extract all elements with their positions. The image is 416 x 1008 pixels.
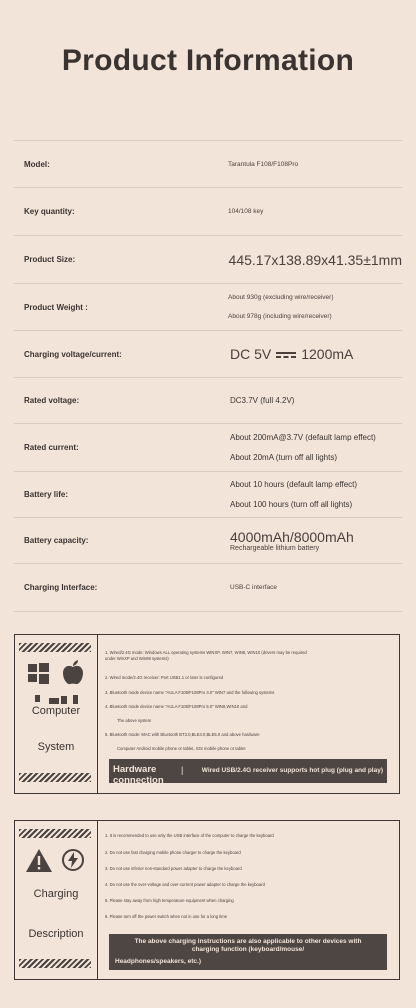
dc-symbol-icon (276, 346, 296, 362)
decorative-stripe (19, 643, 91, 652)
key-quantity-label: Key quantity: (24, 207, 75, 216)
list-item: The above system (117, 718, 152, 723)
spec-row-rated-current (14, 423, 402, 471)
list-item: 3. Bluetooth mode device name "AULA F108/F108Pro 3.0" WIN7 and the following systems (105, 690, 275, 695)
rated-current-value-1: About 200mA@3.7V (default lamp effect) (230, 433, 376, 442)
page-title: Product Information (61, 44, 355, 77)
spec-row-key-quantity (14, 187, 402, 235)
charging-note-banner (109, 934, 387, 970)
hardware-connection-banner (109, 759, 387, 786)
model-label: Model: (24, 159, 50, 169)
charging-vc-label: Charging voltage/current: (24, 349, 122, 359)
banner-text-line-3: Headphones/speakers, etc.) (115, 958, 201, 965)
product-weight-label: Product Weight : (24, 302, 88, 312)
product-size-label: Product Size: (24, 255, 76, 264)
banner-text-line-2: charging function (keyboard/mouse/ (191, 946, 305, 953)
spec-row-charging-interface (14, 563, 402, 612)
list-item: under WinXP and Win98 systems) (105, 656, 169, 661)
list-item: 2. Do not use fast charging mobile phone charger to charge the keyboard (105, 850, 241, 855)
spec-row-rated-voltage (14, 377, 402, 423)
rated-current-label: Rated current: (24, 443, 79, 452)
decorative-stripe (19, 829, 91, 838)
computer-label: Computer (31, 705, 81, 717)
charging-voltage-value: DC 5V (230, 346, 272, 362)
spec-row-model (14, 140, 402, 187)
list-item: 5. Please stay away from high temperature equipment when charging (105, 898, 234, 903)
banner-left-line-1: Hardware (113, 764, 157, 775)
description-label: Description (28, 928, 84, 940)
apple-icon (62, 660, 84, 690)
banner-text-line-1: The above charging instructions are also applicable to other devices with (134, 938, 362, 945)
computer-system-panel (14, 634, 400, 794)
charging-description-panel (14, 820, 400, 980)
key-quantity-value: 104/108 key (228, 208, 264, 215)
charging-interface-label: Charging Interface: (24, 583, 98, 592)
spec-table (14, 140, 402, 612)
battery-life-value-2: About 100 hours (turn off all lights) (230, 500, 353, 509)
banner-left-line-2: connection (113, 775, 164, 786)
lightning-icon (62, 849, 84, 876)
list-item: 3. Do not use inferior non-standard power adapter to charge the keyboard (105, 866, 242, 871)
decorative-stripe (19, 959, 91, 968)
battery-capacity-label: Battery capacity: (24, 536, 89, 545)
list-item: 1. It is recommended to use only the USB interface of the computer to charge the keyboard (105, 833, 274, 838)
rated-voltage-label: Rated voltage: (24, 396, 80, 405)
charging-label: Charging (33, 888, 79, 900)
battery-capacity-value-2: Rechargeable lithium battery (230, 544, 320, 552)
list-item: 6. Please turn off the power switch when not in use for a long time (105, 914, 228, 919)
spec-row-product-size (14, 235, 402, 283)
spec-row-charging-vc (14, 330, 402, 377)
product-weight-value-1: About 930g (excluding wire/receiver) (228, 294, 334, 301)
charging-current-value: 1200mA (301, 346, 354, 362)
list-item: 5. Bluetooth mode: MAC with Bluetooth BT3.0,BLE4.0,BLE5.0 and above hardware (105, 732, 260, 737)
spec-row-battery-life (14, 471, 402, 517)
charging-interface-value: USB-C interface (230, 584, 277, 591)
rated-voltage-value: DC3.7V (full 4.2V) (230, 396, 295, 405)
list-item: 4. Bluetooth mode device name "AULA F108/F108Pro 5.0" WIN8,WIN10 and (105, 704, 248, 709)
banner-separator: | (181, 765, 184, 775)
rated-current-value-2: About 20mA (turn off all lights) (230, 453, 338, 462)
banner-right-text: Wired USB/2.4G receiver supports hot plug (plug and play) (201, 767, 383, 774)
list-item: 4. Do not use the over-voltage and over-current power adapter to charge the keyboard (105, 882, 265, 887)
product-weight-value-2: About 978g (including wire/receiver) (228, 313, 332, 320)
model-value: Tarantula F108/F108Pro (228, 160, 299, 168)
windows-icon (28, 663, 49, 689)
battery-life-value-1: About 10 hours (default lamp effect) (230, 480, 358, 489)
decorative-stripe (19, 773, 91, 782)
list-item: Computer Android mobile phone or tablet, IOS mobile phone or tablet (117, 746, 246, 751)
computer-system-side (15, 635, 98, 793)
list-item: 1. Wired/2.4G mode: Windows ALL operating systems WINXP, WIN7, WIN8, WIN10 (drivers may be required (105, 650, 307, 655)
product-size-value: 445.17x138.89x41.35±1mm (228, 251, 402, 268)
battery-capacity-value-1: 4000mAh/8000mAh (230, 528, 354, 545)
spec-row-battery-capacity (14, 517, 402, 563)
system-label: System (37, 741, 75, 753)
charging-description-side (15, 821, 98, 979)
list-item: 2. Wired mode/2.4G receiver: Port USB1.1 or later is configured (105, 675, 224, 680)
warning-icon (26, 849, 52, 877)
spec-row-product-weight (14, 283, 402, 330)
battery-life-label: Battery life: (24, 490, 69, 499)
